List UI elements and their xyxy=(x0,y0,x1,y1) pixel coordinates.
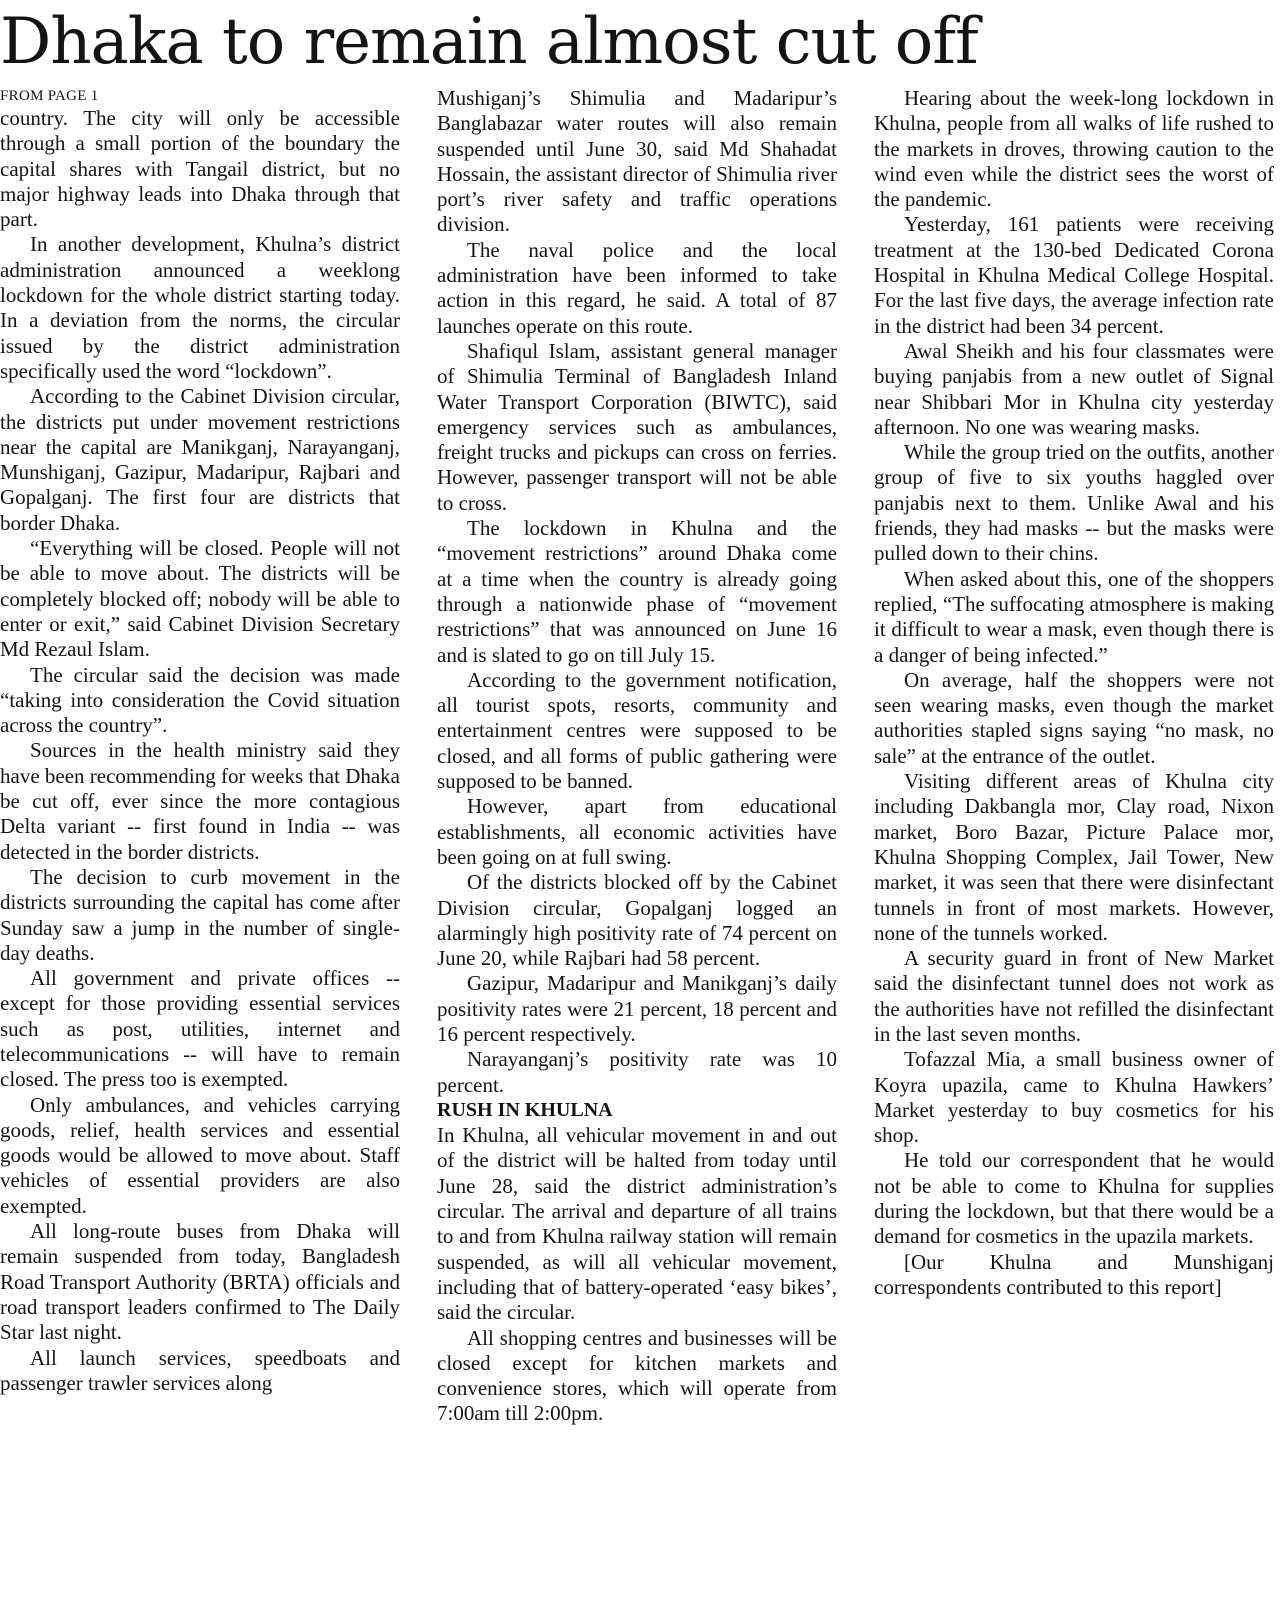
paragraph: In Khulna, all vehicular movement in and out of the district will be halted from today until June 28, said the district administration’s circular. The arrival and departure of all trains to and from Khulna railway station will remain suspended, as will all vehicular movement, including that of battery-operated ‘easy bikes’, said the circular. xyxy=(437,1123,837,1325)
column-3 xyxy=(874,86,1274,1616)
paragraph: According to the government notification, all tourist spots, resorts, community and entertainment centres were supposed to be closed, and all forms of public gathering were supposed to be banned. xyxy=(437,667,837,794)
paragraph: The naval police and the local administration have been informed to take action in this regard, he said. A total of 87 launches operate on this route. xyxy=(437,237,837,338)
paragraph: The lockdown in Khulna and the “movement restrictions” around Dhaka come at a time when the country is already going through a nationwide phase of “movement restrictions” that was announced on June 16 and is slated to go on till July 15. xyxy=(437,516,837,667)
paragraph: The circular said the decision was made “taking into consideration the Covid situation across the country”. xyxy=(0,662,400,738)
paragraph: When asked about this, one of the shoppers replied, “The suffocating atmosphere is making it difficult to wear a mask, even though there is a danger of being infected.” xyxy=(874,566,1274,667)
paragraph: Shafiqul Islam, assistant general manager of Shimulia Terminal of Bangladesh Inland Water Transport Corporation (BIWTC), said emergency services such as ambulances, freight trucks and pickups can cross on ferries. However, passenger transport will not be able to cross. xyxy=(437,338,837,515)
column-1 xyxy=(0,86,400,1616)
paragraph: Gazipur, Madaripur and Manikganj’s daily positivity rates were 21 percent, 18 percent and 16 percent respectively. xyxy=(437,971,837,1046)
paragraph: Visiting different areas of Khulna city including Dakbangla mor, Clay road, Nixon market, Boro Bazar, Picture Palace mor, Khulna Shopping Complex, Jail Tower, New market, it was seen that there were disinfectant tunnels in front of most markets. However, none of the tunnels worked. xyxy=(874,769,1274,945)
paragraph: Tofazzal Mia, a small business owner of Koyra upazila, came to Khulna Hawkers’ Market yesterday to buy cosmetics for his shop. xyxy=(874,1047,1274,1148)
paragraph: He told our correspondent that he would not be able to come to Khulna for supplies during the lockdown, but that there would be a demand for cosmetics in the upazila markets. xyxy=(874,1148,1274,1249)
paragraph: Of the districts blocked off by the Cabinet Division circular, Gopalganj logged an alarmingly high positivity rate of 74 percent on June 20, while Rajbari had 58 percent. xyxy=(437,870,837,971)
paragraph: While the group tried on the outfits, another group of five to six youths haggled over panjabis next to them. Unlike Awal and his friends, they had masks -- but the masks were pulled down to their chins. xyxy=(874,440,1274,566)
paragraph: A security guard in front of New Market said the disinfectant tunnel does not work as the authorities have not refilled the disinfectant in the last seven months. xyxy=(874,946,1274,1046)
paragraph: However, apart from educational establishments, all economic activities have been going on at full swing. xyxy=(437,794,837,869)
paragraph: All long-route buses from Dhaka will remain suspended from today, Bangladesh Road Transport Authority (BRTA) officials and road transport leaders confirmed to The Daily Star last night. xyxy=(0,1219,400,1345)
subheading: RUSH IN KHULNA xyxy=(437,1098,613,1121)
from-page-kicker: FROM PAGE 1 xyxy=(0,88,99,104)
paragraph: “Everything will be closed. People will not be able to move about. The districts will be completely blocked off; nobody will be able to enter or exit,” said Cabinet Division Secretary Md Rezaul Islam. xyxy=(0,536,400,662)
paragraph: Mushiganj’s Shimulia and Madaripur’s Banglabazar water routes will also remain suspended until June 30, said Md Shahadat Hossain, the assistant director of Shimulia river port’s river safety and traffic operations division. xyxy=(437,86,837,237)
paragraph: According to the Cabinet Division circular, the districts put under movement restrictions near the capital are Manikganj, Narayanganj, Munshiganj, Gazipur, Madaripur, Rajbari and Gopalganj. The first four are districts that border Dhaka. xyxy=(0,384,400,535)
paragraph: Awal Sheikh and his four classmates were buying panjabis from a new outlet of Signal near Shibbari Mor in Khulna city yesterday afternoon. No one was wearing masks. xyxy=(874,338,1274,439)
paragraph: On average, half the shoppers were not seen wearing masks, even though the market authorities stapled signs saying “no mask, no sale” at the entrance of the outlet. xyxy=(874,667,1274,768)
paragraph: The decision to curb movement in the districts surrounding the capital has come after Sunday saw a jump in the number of single-day deaths. xyxy=(0,864,400,965)
paragraph: Narayanganj’s positivity rate was 10 percent. xyxy=(437,1047,837,1097)
paragraph: country. The city will only be accessible through a small portion of the boundary the capital shares with Tangail district, but no major highway leads into Dhaka through that part. xyxy=(0,106,400,232)
paragraph: All government and private offices -- except for those providing essential services such as post, utilities, internet and telecommunications -- will have to remain closed. The press too is exempted. xyxy=(0,966,400,1092)
paragraph: All shopping centres and businesses will be closed except for kitchen markets and convenience stores, which will operate from 7:00am till 2:00pm. xyxy=(437,1325,837,1426)
paragraph: Yesterday, 161 patients were receiving treatment at the 130-bed Dedicated Corona Hospital in Khulna Medical College Hospital. For the last five days, the average infection rate in the district had been 34 percent. xyxy=(874,212,1274,338)
paragraph: [Our Khulna and Munshiganj correspondents contributed to this report] xyxy=(874,1249,1274,1299)
paragraph: Hearing about the week-long lockdown in Khulna, people from all walks of life rushed to the markets in droves, throwing caution to the wind even while the district sees the worst of the pandemic. xyxy=(874,86,1274,212)
paragraph: Sources in the health ministry said they have been recommending for weeks that Dhaka be cut off, ever since the more contagious Delta variant -- first found in India -- was detected in the border districts. xyxy=(0,738,400,864)
column-2 xyxy=(437,86,837,1616)
paragraph: In another development, Khulna’s district administration announced a weeklong lockdown for the whole district starting today. In a deviation from the norms, the circular issued by the district administration specifically used the word “lockdown”. xyxy=(0,232,400,383)
headline: Dhaka to remain almost cut off xyxy=(0,5,978,79)
paragraph: All launch services, speedboats and passenger trawler services along xyxy=(0,1345,400,1395)
paragraph: Only ambulances, and vehicles carrying goods, relief, health services and essential goods would be allowed to move about. Staff vehicles of essential providers are also exempted. xyxy=(0,1092,400,1218)
